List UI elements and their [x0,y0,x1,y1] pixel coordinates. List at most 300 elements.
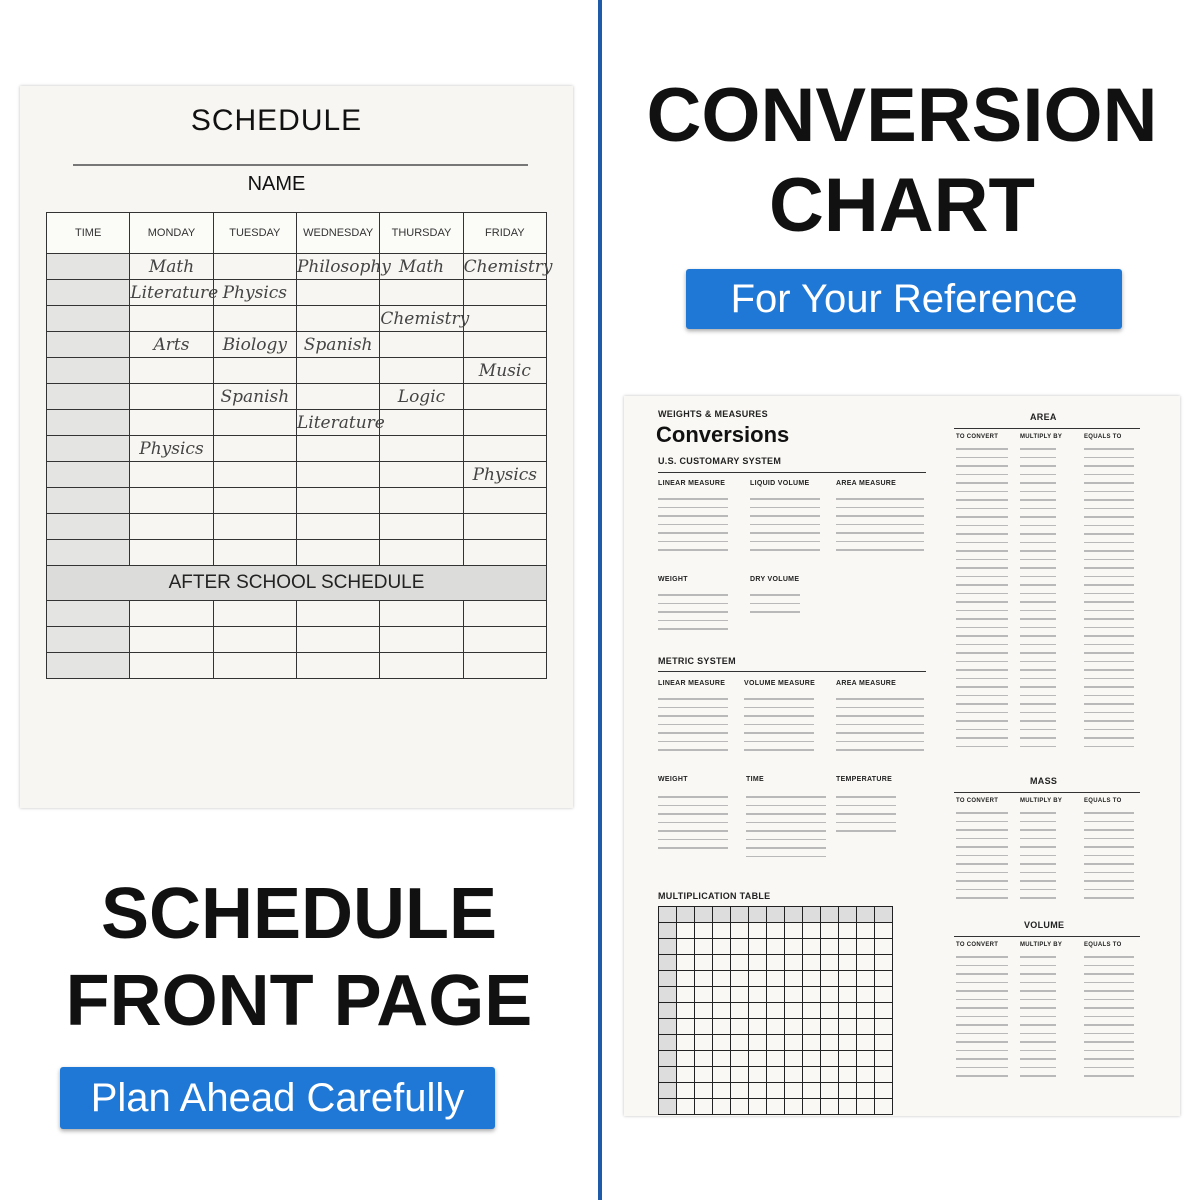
mult-cell [659,971,677,987]
class-cell[interactable] [463,384,546,410]
class-cell[interactable] [463,436,546,462]
time-cell[interactable] [47,410,130,436]
table-row [47,254,547,280]
mult-cell [875,939,893,955]
mult-cell [821,1051,839,1067]
class-cell[interactable] [463,306,546,332]
mult-cell [695,1099,713,1115]
us-weight-heading: WEIGHT [658,576,688,583]
table-row [47,358,547,384]
class-cell[interactable] [213,514,296,540]
class-cell[interactable] [130,601,213,627]
mult-cell [749,1067,767,1083]
mult-cell [695,1035,713,1051]
us-linear-rows [658,498,728,558]
mult-cell [731,971,749,987]
mult-cell [749,971,767,987]
mult-cell [677,1003,695,1019]
class-cell[interactable] [380,488,463,514]
plan-ahead-button[interactable]: Plan Ahead Carefully [60,1067,495,1129]
class-cell[interactable] [380,280,463,306]
area-col3-rows [1084,448,1134,754]
class-cell[interactable] [130,514,213,540]
mult-cell [695,1083,713,1099]
table-row [47,514,547,540]
mult-cell [803,923,821,939]
mult-cell [713,939,731,955]
mult-cell [857,1035,875,1051]
class-cell[interactable] [463,332,546,358]
mult-cell [821,939,839,955]
mult-cell [767,939,785,955]
mult-cell [749,1035,767,1051]
class-cell[interactable] [380,627,463,653]
class-cell[interactable]: Logic [380,384,463,410]
mult-cell [767,1003,785,1019]
mult-cell [767,1019,785,1035]
mult-cell [659,1003,677,1019]
class-cell[interactable] [213,358,296,384]
time-cell[interactable] [47,384,130,410]
mult-cell [659,987,677,1003]
mult-cell [767,1067,785,1083]
mult-cell [839,987,857,1003]
area-col-to-convert: TO CONVERT [956,434,999,440]
mult-cell [803,1003,821,1019]
mult-cell [767,987,785,1003]
metric-temperature-rows [836,796,896,839]
volume-col2-rows [1020,956,1056,1084]
mult-cell [839,1051,857,1067]
class-cell[interactable]: Physics [463,462,546,488]
class-cell[interactable] [380,540,463,566]
class-cell[interactable] [380,462,463,488]
volume-col1-rows [956,956,1008,1084]
table-row [47,540,547,566]
mult-cell [785,907,803,923]
class-cell[interactable] [213,254,296,280]
mult-cell [695,1019,713,1035]
mult-cell [821,907,839,923]
metric-volume-heading: VOLUME MEASURE [744,680,816,687]
headline-front-page: FRONT PAGE [65,961,533,1041]
mult-cell [857,955,875,971]
headline-conversion: CONVERSION [646,73,1158,158]
mult-cell [731,1083,749,1099]
class-cell[interactable]: Chemistry [380,306,463,332]
time-cell[interactable] [47,462,130,488]
class-cell[interactable] [463,540,546,566]
table-row [47,280,547,306]
mult-cell [713,987,731,1003]
table-row [47,306,547,332]
mult-cell [767,1051,785,1067]
mult-cell [731,1035,749,1051]
class-cell[interactable] [213,306,296,332]
mult-cell [731,1067,749,1083]
mult-cell [695,939,713,955]
name-line [73,164,528,166]
header-1: MONDAY [130,213,213,254]
mult-cell [821,1067,839,1083]
class-cell[interactable] [463,488,546,514]
time-cell[interactable] [47,601,130,627]
class-cell[interactable] [296,653,379,679]
class-cell[interactable] [130,653,213,679]
mult-cell [839,1083,857,1099]
mult-cell [659,923,677,939]
mult-cell [875,1083,893,1099]
mult-cell [677,939,695,955]
class-cell[interactable]: Math [130,254,213,280]
area-col-multiply-by: MULTIPLY BY [1020,434,1063,440]
mult-cell [677,987,695,1003]
multiplication-table [658,906,893,1115]
mult-cell [821,971,839,987]
mass-col-equals-to: EQUALS TO [1084,798,1122,804]
mult-cell [749,1003,767,1019]
mult-cell [695,1067,713,1083]
mult-cell [767,907,785,923]
mult-cell [875,1003,893,1019]
mult-cell [713,955,731,971]
class-cell[interactable] [380,653,463,679]
volume-col-equals-to: EQUALS TO [1084,942,1122,948]
mult-cell [875,971,893,987]
time-cell[interactable] [47,540,130,566]
mult-cell [659,1099,677,1115]
conversion-sheet [624,396,1180,1116]
mult-cell [677,907,695,923]
class-cell[interactable]: Physics [213,280,296,306]
class-cell[interactable] [380,601,463,627]
class-cell[interactable] [380,332,463,358]
mult-cell [857,971,875,987]
mult-cell [839,907,857,923]
mult-cell [821,987,839,1003]
mult-cell [749,987,767,1003]
us-area-heading: AREA MEASURE [836,480,897,487]
mass-col1-rows [956,812,1008,906]
us-system-heading: U.S. CUSTOMARY SYSTEM [658,456,782,466]
mult-cell [875,1099,893,1115]
headline-schedule: SCHEDULE [100,874,498,954]
class-cell[interactable] [213,436,296,462]
volume-col-to-convert: TO CONVERT [956,942,999,948]
class-cell[interactable] [296,436,379,462]
mult-cell [713,1035,731,1051]
time-cell[interactable] [47,514,130,540]
mult-cell [875,907,893,923]
us-dry-heading: DRY VOLUME [750,576,800,583]
mult-cell [857,1099,875,1115]
mult-cell [839,923,857,939]
mult-cell [821,1035,839,1051]
mult-cell [785,1035,803,1051]
mult-cell [659,1019,677,1035]
table-row [47,410,547,436]
header-2: TUESDAY [213,213,296,254]
time-cell[interactable] [47,332,130,358]
mult-cell [749,1083,767,1099]
class-cell[interactable] [296,488,379,514]
time-cell[interactable] [47,306,130,332]
class-cell[interactable] [213,653,296,679]
header-4: THURSDAY [380,213,463,254]
metric-temperature-heading: TEMPERATURE [836,776,893,783]
area-col2-rows [1020,448,1056,754]
mult-cell [695,907,713,923]
mult-cell [803,971,821,987]
class-cell[interactable] [296,358,379,384]
class-cell[interactable] [213,488,296,514]
class-cell[interactable]: Spanish [213,384,296,410]
mult-cell [749,907,767,923]
table-row [47,488,547,514]
sheet-subtitle: WEIGHTS & MEASURES [658,409,768,419]
volume-heading: VOLUME [1024,920,1065,930]
area-col-equals-to: EQUALS TO [1084,434,1122,440]
mult-cell [857,1051,875,1067]
schedule-title: SCHEDULE [190,104,363,137]
mult-cell [839,971,857,987]
mult-cell [821,1003,839,1019]
mult-cell [857,907,875,923]
mult-cell [659,1067,677,1083]
us-liquid-heading: LIQUID VOLUME [750,480,810,487]
mult-cell [857,987,875,1003]
class-cell[interactable] [380,514,463,540]
header-5: FRIDAY [463,213,546,254]
mult-cell [803,1051,821,1067]
mult-cell [839,1035,857,1051]
mult-cell [677,955,695,971]
name-label: NAME [247,173,306,195]
mult-cell [857,1003,875,1019]
mult-cell [767,1099,785,1115]
mult-cell [785,939,803,955]
mult-cell [785,923,803,939]
time-cell[interactable] [47,436,130,462]
metric-weight-rows [658,796,728,856]
mult-cell [749,939,767,955]
class-cell[interactable]: Literature [130,280,213,306]
time-cell[interactable] [47,254,130,280]
mult-cell [749,1019,767,1035]
mult-cell [785,1067,803,1083]
sheet-title: Conversions [656,422,790,447]
mult-cell [713,1067,731,1083]
mult-cell [713,907,731,923]
mult-cell [695,971,713,987]
mult-cell [875,987,893,1003]
mult-cell [731,923,749,939]
class-cell[interactable] [213,627,296,653]
mult-cell [803,1083,821,1099]
mult-cell [767,955,785,971]
class-cell[interactable] [213,410,296,436]
class-cell[interactable]: Biology [213,332,296,358]
mult-cell [713,1003,731,1019]
mult-cell [731,1019,749,1035]
mass-col-multiply-by: MULTIPLY BY [1020,798,1063,804]
table-row [47,462,547,488]
class-cell[interactable] [130,410,213,436]
mult-cell [749,923,767,939]
mult-cell [677,1067,695,1083]
mass-col3-rows [1084,812,1134,906]
after-school-row [47,627,547,653]
header-3: WEDNESDAY [296,213,379,254]
class-cell[interactable] [296,601,379,627]
class-cell[interactable] [296,306,379,332]
mult-cell [803,907,821,923]
mult-cell [785,1019,803,1035]
metric-time-heading: TIME [746,776,764,783]
volume-col3-rows [1084,956,1134,1084]
class-cell[interactable]: Chemistry [463,254,546,280]
mult-cell [875,1019,893,1035]
class-cell[interactable] [130,306,213,332]
class-cell[interactable] [463,601,546,627]
mult-cell [731,907,749,923]
mult-cell [785,1051,803,1067]
time-cell[interactable] [47,488,130,514]
mult-cell [767,1083,785,1099]
mult-cell [839,1099,857,1115]
class-cell[interactable] [213,601,296,627]
volume-col-multiply-by: MULTIPLY BY [1020,942,1063,948]
time-cell[interactable] [47,653,130,679]
after-school-row [47,653,547,679]
mult-cell [713,971,731,987]
class-cell[interactable] [130,488,213,514]
us-linear-heading: LINEAR MEASURE [658,480,726,487]
class-cell[interactable]: Music [463,358,546,384]
mult-cell [659,1051,677,1067]
mult-cell [821,1099,839,1115]
mult-cell [731,1003,749,1019]
class-cell[interactable] [296,540,379,566]
class-cell[interactable] [130,384,213,410]
mult-cell [803,1067,821,1083]
mult-cell [659,955,677,971]
volume-rule [954,936,1140,937]
class-cell[interactable]: Arts [130,332,213,358]
mult-cell [677,1019,695,1035]
class-cell[interactable] [130,462,213,488]
multiplication-heading: MULTIPLICATION TABLE [658,891,771,901]
metric-time-rows [746,796,826,864]
class-cell[interactable] [130,627,213,653]
mult-cell [821,1019,839,1035]
mult-cell [857,1067,875,1083]
for-your-reference-button[interactable]: For Your Reference [686,269,1122,329]
mult-cell [677,1083,695,1099]
class-cell[interactable] [380,410,463,436]
class-cell[interactable]: Physics [130,436,213,462]
class-cell[interactable] [463,653,546,679]
class-cell[interactable] [130,540,213,566]
class-cell[interactable]: Literature [296,410,379,436]
mult-cell [677,1035,695,1051]
mult-cell [821,1083,839,1099]
mult-cell [677,971,695,987]
metric-linear-rows [658,698,728,758]
class-cell[interactable]: Philosophy [296,254,379,280]
mass-col-to-convert: TO CONVERT [956,798,999,804]
mult-cell [839,1067,857,1083]
mult-cell [659,939,677,955]
mult-cell [731,1099,749,1115]
mult-cell [803,1099,821,1115]
class-cell[interactable] [463,627,546,653]
mult-cell [731,987,749,1003]
class-cell[interactable] [380,436,463,462]
class-cell[interactable] [463,514,546,540]
mult-cell [695,987,713,1003]
class-cell[interactable] [380,358,463,384]
mult-cell [803,955,821,971]
mult-cell [839,1003,857,1019]
class-cell[interactable] [296,280,379,306]
mult-cell [803,939,821,955]
time-cell[interactable] [47,280,130,306]
class-cell[interactable] [130,358,213,384]
mult-cell [857,1083,875,1099]
mult-cell [803,987,821,1003]
class-cell[interactable] [213,540,296,566]
class-cell[interactable]: Spanish [296,332,379,358]
class-cell[interactable] [296,462,379,488]
class-cell[interactable]: Math [380,254,463,280]
mult-cell [839,939,857,955]
class-cell[interactable] [296,627,379,653]
mult-cell [713,1099,731,1115]
mult-cell [749,1099,767,1115]
mult-cell [803,1019,821,1035]
mult-cell [875,923,893,939]
class-cell[interactable] [463,280,546,306]
table-row [47,332,547,358]
mass-col2-rows [1020,812,1056,906]
area-heading: AREA [1030,412,1057,422]
mult-cell [659,1083,677,1099]
header-0: TIME [47,213,130,254]
class-cell[interactable] [213,462,296,488]
after-school-row [47,601,547,627]
mult-cell [659,907,677,923]
metric-system-heading: METRIC SYSTEM [658,656,736,666]
mult-cell [677,1051,695,1067]
class-cell[interactable] [296,514,379,540]
area-col1-rows [956,448,1008,754]
mult-cell [821,923,839,939]
mult-cell [677,1099,695,1115]
class-cell[interactable] [463,410,546,436]
mult-cell [713,1083,731,1099]
mult-cell [785,1083,803,1099]
mult-cell [713,923,731,939]
mult-cell [821,955,839,971]
us-dry-rows [750,594,800,620]
class-cell[interactable] [296,384,379,410]
us-rule [658,472,926,473]
time-cell[interactable] [47,627,130,653]
mult-cell [785,971,803,987]
mult-cell [695,923,713,939]
time-cell[interactable] [47,358,130,384]
